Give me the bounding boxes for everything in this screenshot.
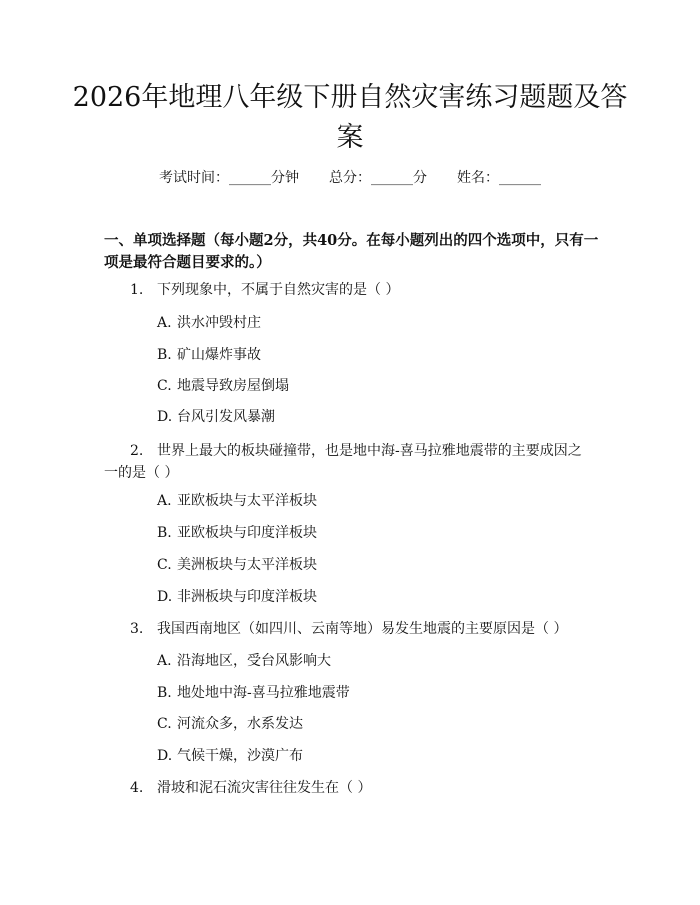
option-letter: A. (157, 315, 172, 331)
option-letter: D. (157, 748, 173, 764)
option-1b (157, 345, 577, 365)
option-text: 气候干燥，沙漠广布 (177, 748, 303, 764)
option-text: 河流众多，水系发达 (177, 716, 303, 732)
section-heading: 一、单项选择题（每小题2分，共40分。在每小题列出的四个选项中，只有一项是最符合题目要求的。） (104, 232, 599, 271)
option-letter: B. (157, 525, 172, 541)
option-1c (157, 376, 577, 396)
option-text: 美洲板块与太平洋板块 (177, 557, 317, 573)
option-text: 亚欧板块与太平洋板块 (177, 493, 317, 509)
option-text: 洪水冲毁村庄 (177, 315, 261, 331)
option-text: 沿海地区，受台风影响大 (177, 653, 331, 669)
option-3c (157, 714, 577, 734)
question-4 (104, 777, 594, 799)
question-number: 2. (130, 443, 144, 459)
question-number: 1. (130, 282, 144, 298)
option-letter: D. (157, 589, 173, 605)
question-text: 下列现象中，不属于自然灾害的是（ ） (157, 282, 400, 298)
document-title: 2026年地理八年级下册自然灾害练习题题及答案 (72, 82, 628, 153)
option-2c (157, 555, 577, 575)
option-2a (157, 491, 577, 511)
exam-meta (0, 168, 700, 188)
option-text: 矿山爆炸事故 (177, 347, 261, 363)
option-letter: C. (157, 716, 172, 732)
option-1d (157, 407, 577, 427)
option-letter: A. (157, 493, 172, 509)
question-2 (104, 440, 594, 484)
question-text: 我国西南地区（如四川、云南等地）易发生地震的主要原因是（ ） (157, 621, 568, 637)
question-1 (104, 279, 594, 301)
question-number: 4. (130, 780, 144, 796)
exam-time-field: 考试时间：______分钟 (159, 170, 299, 186)
option-letter: B. (157, 347, 172, 363)
student-name-field: 姓名：______ (457, 170, 541, 186)
option-text: 亚欧板块与印度洋板块 (177, 525, 317, 541)
option-letter: B. (157, 685, 172, 701)
question-number: 3. (130, 621, 144, 637)
option-letter: D. (157, 409, 173, 425)
option-1a (157, 313, 577, 333)
option-text: 非洲板块与印度洋板块 (177, 589, 317, 605)
option-text: 台风引发风暴潮 (177, 409, 275, 425)
option-3d (157, 746, 577, 766)
option-letter: A. (157, 653, 172, 669)
option-letter: C. (157, 378, 172, 394)
total-score-field: 总分：______分 (329, 170, 427, 186)
option-3b (157, 683, 577, 703)
option-2d (157, 587, 577, 607)
option-text: 地处地中海-喜马拉雅地震带 (177, 685, 350, 701)
question-text: 世界上最大的板块碰撞带，也是地中海-喜马拉雅地震带的主要成因之一的是（ ） (104, 443, 582, 481)
option-2b (157, 523, 577, 543)
question-text: 滑坡和泥石流灾害往往发生在（ ） (157, 780, 372, 796)
option-text: 地震导致房屋倒塌 (177, 378, 289, 394)
option-letter: C. (157, 557, 172, 573)
option-3a (157, 651, 577, 671)
question-3 (104, 618, 594, 640)
